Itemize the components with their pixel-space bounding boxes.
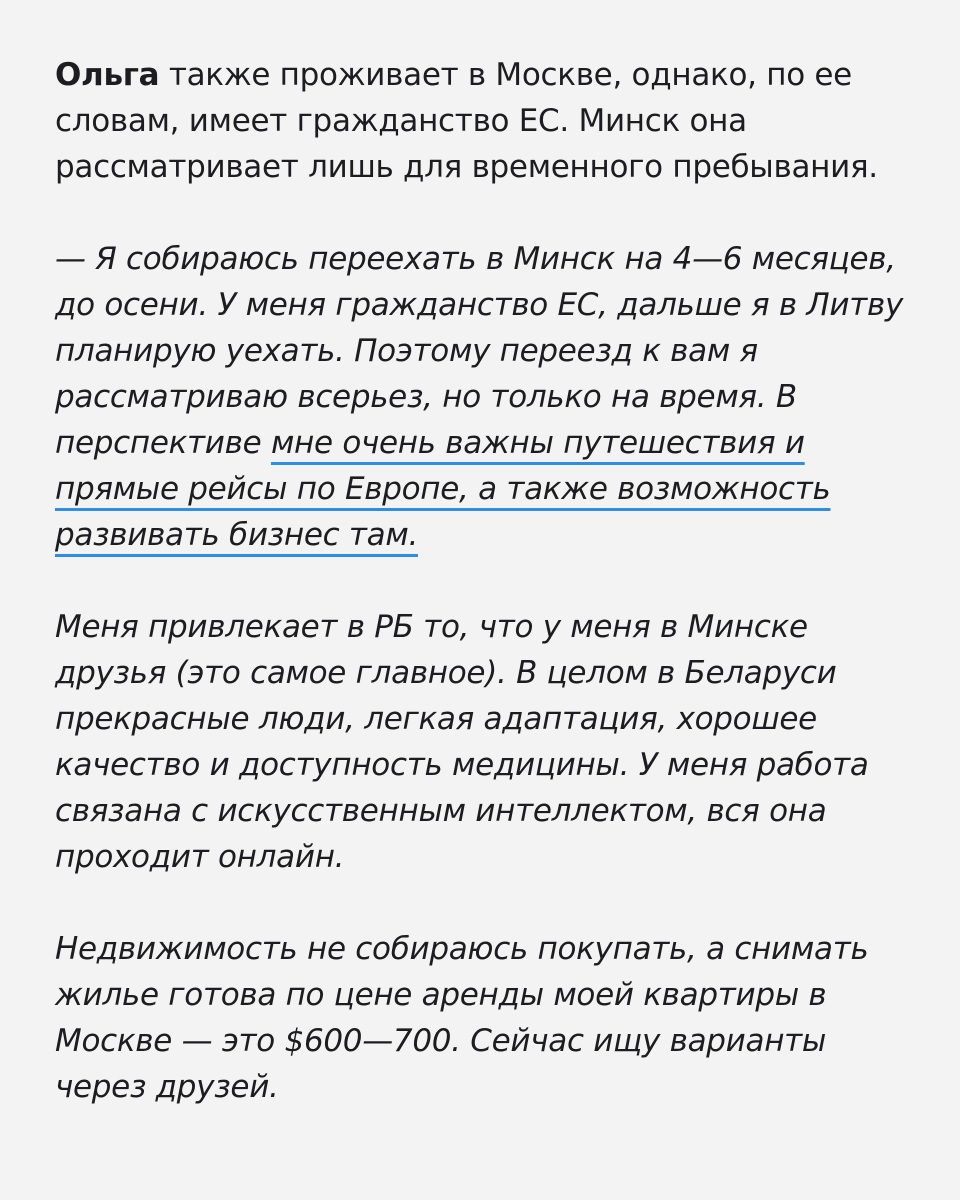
article-body [55,52,915,1110]
intro-text: также проживает в Москве, однако, по ее словам, имеет гражданство ЕС. Минск она рассматривает лишь для временного пребывания. [55,57,878,185]
highlighted-phrase: мне очень важны путешествия и прямые рейсы по Европе, а также возможность развивать бизнес там. [55,425,831,553]
quote-1-text: — Я собираюсь переехать в Минск на 4—6 месяцев, до осени. У меня гражданство ЕС, дальше я в Литву планирую уехать. Поэтому переезд к вам я рассматриваю всерьез, но только на время. В перспективе [55,241,904,461]
quote-paragraph-3: Недвижимость не собираюсь покупать, а снимать жилье готова по цене аренды моей квартиры в Москве — это $600—700. Сейчас ищу варианты через друзей. [55,931,869,1105]
person-name: Ольга [55,57,160,93]
quote-paragraph-1 [55,236,915,558]
quote-paragraph-2: Меня привлекает в РБ то, что у меня в Минске друзья (это самое главное). В целом в Беларуси прекрасные люди, легкая адаптация, хорошее качество и доступность медицины. У меня работа связана с искусственным интеллектом, вся она проходит онлайн. [55,609,869,875]
intro-paragraph [55,52,915,190]
